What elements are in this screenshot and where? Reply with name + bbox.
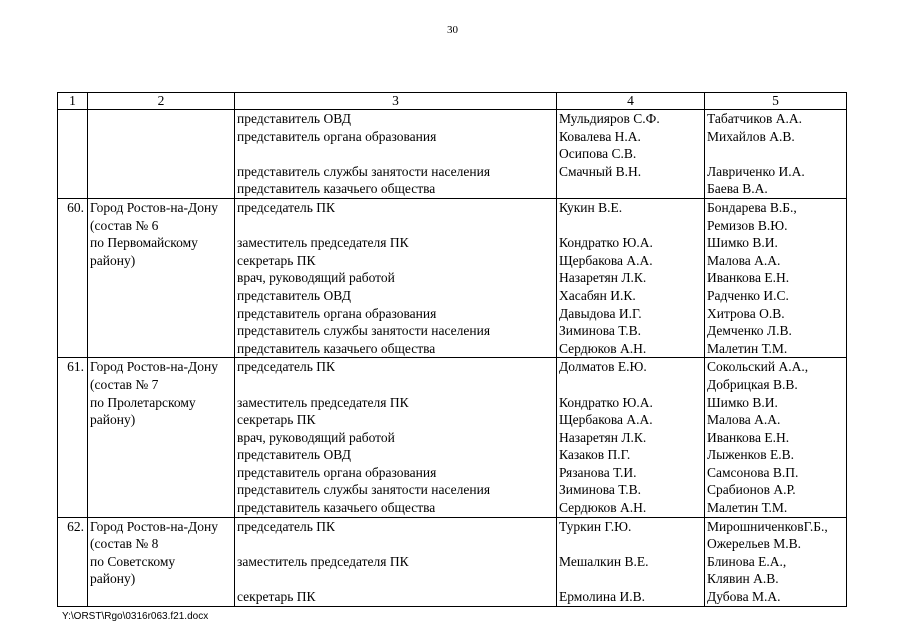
header-cell-4: 4 (557, 93, 705, 110)
territory-line (90, 429, 232, 447)
territory-line: (состав № 8 (90, 536, 159, 552)
role-line: представитель казачьего общества (237, 181, 436, 197)
role-line (237, 376, 554, 394)
reserve-line: Сокольский А.А., (707, 359, 809, 375)
territory-cell (88, 110, 235, 199)
reserve-line: Бондарева В.Б., (707, 199, 797, 215)
role-line: представитель ОВД (237, 287, 351, 303)
reserve-line: Малетин Т.М. (707, 500, 788, 516)
row-number: 61. (58, 358, 88, 517)
member-line: Долматов Е.Ю. (559, 359, 647, 375)
member-line: Кукин В.Е. (559, 199, 623, 215)
territory-line (90, 145, 232, 163)
territory-line (90, 481, 232, 499)
reserve-line: Блинова Е.А., (707, 553, 787, 569)
territory-line (90, 305, 232, 323)
member-line: Мульдияров С.Ф. (559, 111, 660, 126)
reserve-line: Шимко В.И. (707, 394, 778, 410)
reserve-line: Иванкова Е.Н. (707, 270, 790, 286)
header-cell-2: 2 (88, 93, 235, 110)
territory-line (90, 269, 232, 287)
territory-cell (88, 358, 235, 517)
territory-line (90, 287, 232, 305)
territory-line (90, 110, 232, 128)
member-line (559, 376, 702, 394)
role-cell (235, 198, 557, 357)
row-number: 60. (58, 198, 88, 357)
role-line: секретарь ПК (237, 589, 316, 605)
reserve-line: Баева В.А. (707, 181, 768, 197)
member-line: Ковалева Н.А. (559, 128, 641, 144)
reserve-line: Малетин Т.М. (707, 340, 788, 356)
reserve-cell (705, 358, 847, 517)
reserve-line: Михайлов А.В. (707, 128, 795, 144)
reserve-line: Клявин А.В. (707, 571, 779, 587)
member-line: Осипова С.В. (559, 146, 637, 162)
member-line: Щербакова А.А. (559, 252, 653, 268)
member-line: Рязанова Т.И. (559, 464, 637, 480)
member-cell (557, 517, 705, 606)
role-line: заместитель председателя ПК (237, 394, 409, 410)
reserve-line: Самсонова В.П. (707, 464, 799, 480)
territory-line: Город Ростов-на-Дону (90, 359, 218, 375)
member-line: Мешалкин В.Е. (559, 553, 649, 569)
territory-line (90, 499, 232, 517)
reserve-line: Табатчиков А.А. (707, 111, 802, 126)
member-line: Смачный В.Н. (559, 163, 642, 179)
header-row (58, 93, 847, 110)
territory-line (90, 588, 232, 606)
member-line: Назаретян Л.К. (559, 429, 647, 445)
role-line: представитель службы занятости населения (237, 323, 491, 339)
reserve-line: Демченко Л.В. (707, 323, 792, 339)
commission-table (57, 92, 847, 607)
role-line: представитель казачьего общества (237, 500, 436, 516)
role-line: представитель органа образования (237, 305, 437, 321)
member-line (559, 217, 702, 235)
reserve-line: Лыженков Е.В. (707, 447, 794, 463)
commission-row (58, 110, 847, 199)
territory-line (90, 340, 232, 358)
member-line: Сердюков А.Н. (559, 500, 647, 516)
member-cell (557, 198, 705, 357)
member-line (559, 180, 702, 198)
role-line: представитель службы занятости населения (237, 482, 491, 498)
territory-line (90, 464, 232, 482)
role-line: заместитель председателя ПК (237, 235, 409, 251)
reserve-cell (705, 517, 847, 606)
role-line: представитель ОВД (237, 447, 351, 463)
reserve-line: Малова А.А. (707, 412, 781, 428)
row-number (58, 110, 88, 199)
member-line (559, 570, 702, 588)
role-line: председатель ПК (237, 518, 336, 534)
territory-cell (88, 517, 235, 606)
role-line: представитель службы занятости населения (237, 163, 491, 179)
role-line: представитель органа образования (237, 464, 437, 480)
reserve-cell (705, 198, 847, 357)
territory-line: району) (90, 571, 136, 587)
member-line: Кондратко Ю.А. (559, 394, 653, 410)
member-line: Ермолина И.В. (559, 589, 645, 605)
territory-line (90, 322, 232, 340)
member-line: Щербакова А.А. (559, 412, 653, 428)
reserve-line: Радченко И.С. (707, 287, 789, 303)
reserve-line: Срабионов А.Р. (707, 482, 796, 498)
member-line: Хасабян И.К. (559, 287, 636, 303)
territory-line (90, 446, 232, 464)
territory-line: Город Ростов-на-Дону (90, 199, 218, 215)
role-line: секретарь ПК (237, 252, 316, 268)
role-line: представитель ОВД (237, 111, 351, 126)
role-cell (235, 358, 557, 517)
member-line: Зиминова Т.В. (559, 482, 641, 498)
reserve-line: Иванкова Е.Н. (707, 429, 790, 445)
territory-line: по Советскому (90, 553, 176, 569)
territory-line: Город Ростов-на-Дону (90, 518, 218, 534)
commission-row (58, 198, 847, 357)
role-line: председатель ПК (237, 199, 336, 215)
member-line (559, 535, 702, 553)
role-line (237, 535, 554, 553)
reserve-line: Малова А.А. (707, 252, 781, 268)
reserve-line: Добрицкая В.В. (707, 376, 798, 392)
territory-line (90, 180, 232, 198)
territory-line: по Пролетарскому (90, 394, 196, 410)
reserve-cell (705, 110, 847, 199)
role-line: секретарь ПК (237, 412, 316, 428)
reserve-line: Лавриченко И.А. (707, 163, 805, 179)
file-path-footer: Y:\ORST\Rgo\0316r063.f21.docx (62, 611, 209, 622)
territory-line (90, 128, 232, 146)
commission-row (58, 517, 847, 606)
role-line: представитель казачьего общества (237, 340, 436, 356)
reserve-line (707, 145, 844, 163)
role-line: врач, руководящий работой (237, 270, 395, 286)
member-line: Кондратко Ю.А. (559, 235, 653, 251)
page-number: 30 (447, 24, 458, 36)
member-line: Казаков П.Г. (559, 447, 631, 463)
role-cell (235, 517, 557, 606)
role-line: председатель ПК (237, 359, 336, 375)
territory-line: (состав № 6 (90, 217, 159, 233)
role-line (237, 145, 554, 163)
role-line: врач, руководящий работой (237, 429, 395, 445)
reserve-line: Ремизов В.Ю. (707, 217, 788, 233)
header-cell-1: 1 (58, 93, 88, 110)
territory-line: району) (90, 412, 136, 428)
role-cell (235, 110, 557, 199)
role-line (237, 217, 554, 235)
row-number: 62. (58, 517, 88, 606)
role-line (237, 570, 554, 588)
role-line: заместитель председателя ПК (237, 553, 409, 569)
member-cell (557, 358, 705, 517)
commission-row (58, 358, 847, 517)
territory-cell (88, 198, 235, 357)
territory-line (90, 163, 232, 181)
reserve-line: Дубова М.А. (707, 589, 781, 605)
member-line: Давыдова И.Г. (559, 305, 642, 321)
territory-line: району) (90, 252, 136, 268)
territory-line: (состав № 7 (90, 376, 159, 392)
member-line: Сердюков А.Н. (559, 340, 647, 356)
territory-line: по Первомайскому (90, 235, 198, 251)
member-cell (557, 110, 705, 199)
reserve-line: Шимко В.И. (707, 235, 778, 251)
header-cell-5: 5 (705, 93, 847, 110)
reserve-line: Ожерельев М.В. (707, 536, 802, 552)
role-line: представитель органа образования (237, 128, 437, 144)
reserve-line: Хитрова О.В. (707, 305, 785, 321)
member-line: Назаретян Л.К. (559, 270, 647, 286)
member-line: Зиминова Т.В. (559, 323, 641, 339)
header-cell-3: 3 (235, 93, 557, 110)
reserve-line: МирошниченковГ.Б., (707, 518, 828, 534)
member-line: Туркин Г.Ю. (559, 518, 632, 534)
